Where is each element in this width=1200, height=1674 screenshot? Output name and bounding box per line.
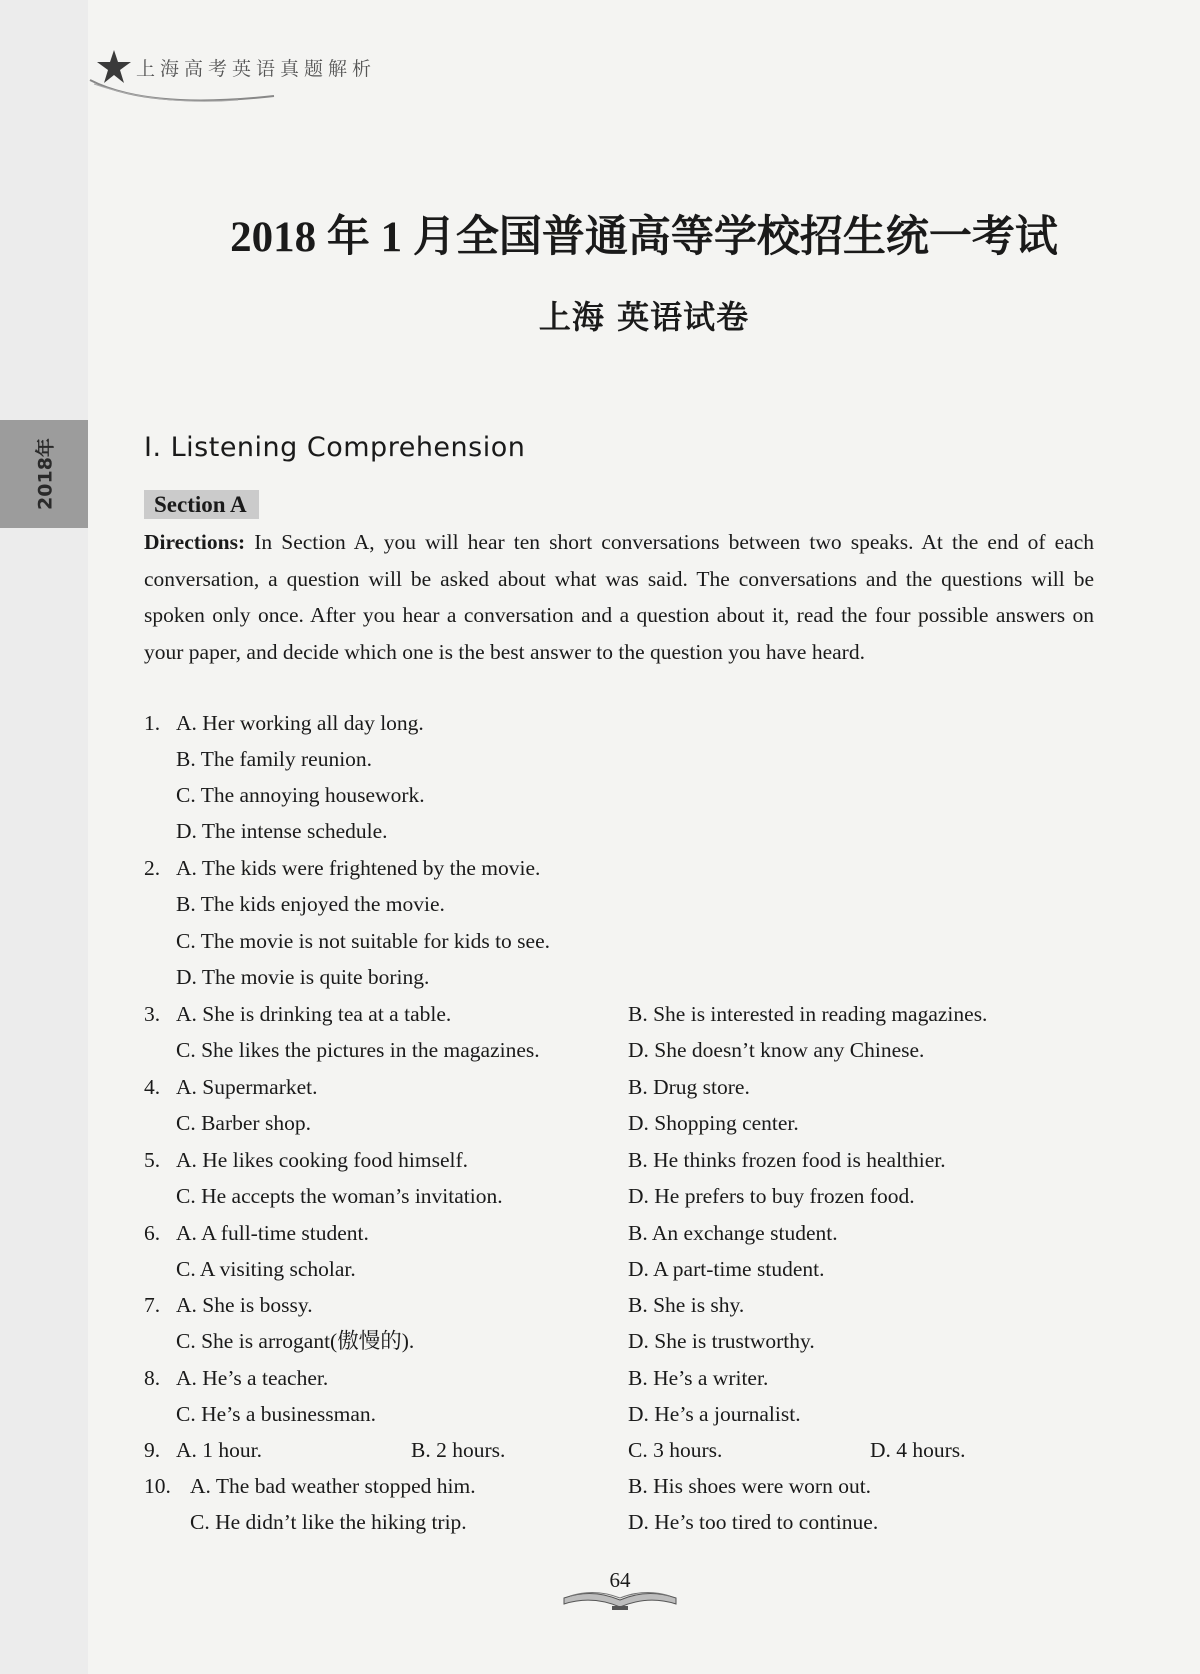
directions-paragraph: [144, 524, 1094, 670]
option-c: C. She likes the pictures in the magazines.: [176, 1038, 540, 1062]
section-label: Section A: [144, 490, 259, 519]
option-a: A. Supermarket.: [176, 1075, 318, 1099]
option-a: A. The bad weather stopped him.: [190, 1474, 476, 1498]
option-a: A. Her working all day long.: [176, 711, 424, 735]
page-title: 2018 年 1 月全国普通高等学校招生统一考试: [230, 214, 1058, 261]
option-c: C. He accepts the woman’s invitation.: [176, 1184, 503, 1208]
year-side-tab-label: 2018年: [34, 438, 57, 510]
option-a: A. The kids were frightened by the movie.: [176, 856, 541, 880]
option-b: B. She is interested in reading magazines.: [628, 1002, 988, 1026]
option-d: D. A part-time student.: [628, 1257, 825, 1281]
option-c: C. Barber shop.: [176, 1111, 311, 1135]
option-c: C. He didn’t like the hiking trip.: [190, 1510, 467, 1534]
option-b: B. An exchange student.: [628, 1221, 838, 1245]
option-b: B. She is shy.: [628, 1293, 745, 1317]
option-c: C. 3 hours.: [628, 1438, 723, 1462]
question-number: 7.: [144, 1293, 161, 1317]
option-c: C. The movie is not suitable for kids to see.: [176, 929, 551, 953]
option-a: A. He’s a teacher.: [176, 1366, 329, 1390]
option-d: D. Shopping center.: [628, 1111, 799, 1135]
page-subtitle: 上海 英语试卷: [538, 298, 750, 336]
option-b: B. The family reunion.: [176, 747, 373, 771]
option-a: A. She is bossy.: [176, 1293, 313, 1317]
option-b: B. Drug store.: [628, 1075, 750, 1099]
directions-text: In Section A, you will hear ten short conversations between two speaks. At the end of each conversation, a question will be asked about what was said. The conversations and the questions will be spoken only once. After you hear a conversation and a question about it, read the four possible answers on your paper, and decide which one is the best answer to the question you have heard.: [144, 530, 1094, 664]
question-number: 5.: [144, 1148, 161, 1172]
question-number: 9.: [144, 1438, 161, 1462]
option-d: D. She doesn’t know any Chinese.: [628, 1038, 925, 1062]
option-d: D. The movie is quite boring.: [176, 965, 430, 989]
option-d: D. She is trustworthy.: [628, 1329, 815, 1353]
option-b: B. His shoes were worn out.: [628, 1474, 872, 1498]
option-a: A. She is drinking tea at a table.: [176, 1002, 452, 1026]
option-b: B. 2 hours.: [411, 1438, 506, 1462]
running-title: 上海高考英语真题解析: [136, 58, 377, 80]
question-number: 10.: [144, 1474, 171, 1498]
option-a: A. He likes cooking food himself.: [176, 1148, 468, 1172]
option-c: C. He’s a businessman.: [176, 1402, 377, 1426]
option-d: D. The intense schedule.: [176, 819, 388, 843]
question-number: 2.: [144, 856, 161, 880]
option-b: B. The kids enjoyed the movie.: [176, 892, 445, 916]
option-b: B. He thinks frozen food is healthier.: [628, 1148, 946, 1172]
question-number: 4.: [144, 1075, 161, 1099]
option-d: D. He’s a journalist.: [628, 1402, 801, 1426]
swoosh-decoration: [88, 76, 278, 106]
option-c: C. The annoying housework.: [176, 783, 425, 807]
option-c: C. A visiting scholar.: [176, 1257, 356, 1281]
question-number: 1.: [144, 711, 161, 735]
year-side-tab: [0, 420, 88, 528]
option-d: D. 4 hours.: [870, 1438, 966, 1462]
page-number: 64: [609, 1568, 631, 1592]
option-d: D. He prefers to buy frozen food.: [628, 1184, 915, 1208]
page-footer: [560, 1568, 680, 1612]
option-b: B. He’s a writer.: [628, 1366, 769, 1390]
question-number: 8.: [144, 1366, 161, 1390]
question-number: 3.: [144, 1002, 161, 1026]
question-number: 6.: [144, 1221, 161, 1245]
section-heading: I. Listening Comprehension: [144, 432, 526, 463]
directions-label: Directions:: [144, 530, 246, 554]
option-a: A. 1 hour.: [176, 1438, 262, 1462]
option-a: A. A full-time student.: [176, 1221, 369, 1245]
option-d: D. He’s too tired to continue.: [628, 1510, 879, 1534]
option-c: C. She is arrogant(傲慢的).: [176, 1329, 415, 1353]
